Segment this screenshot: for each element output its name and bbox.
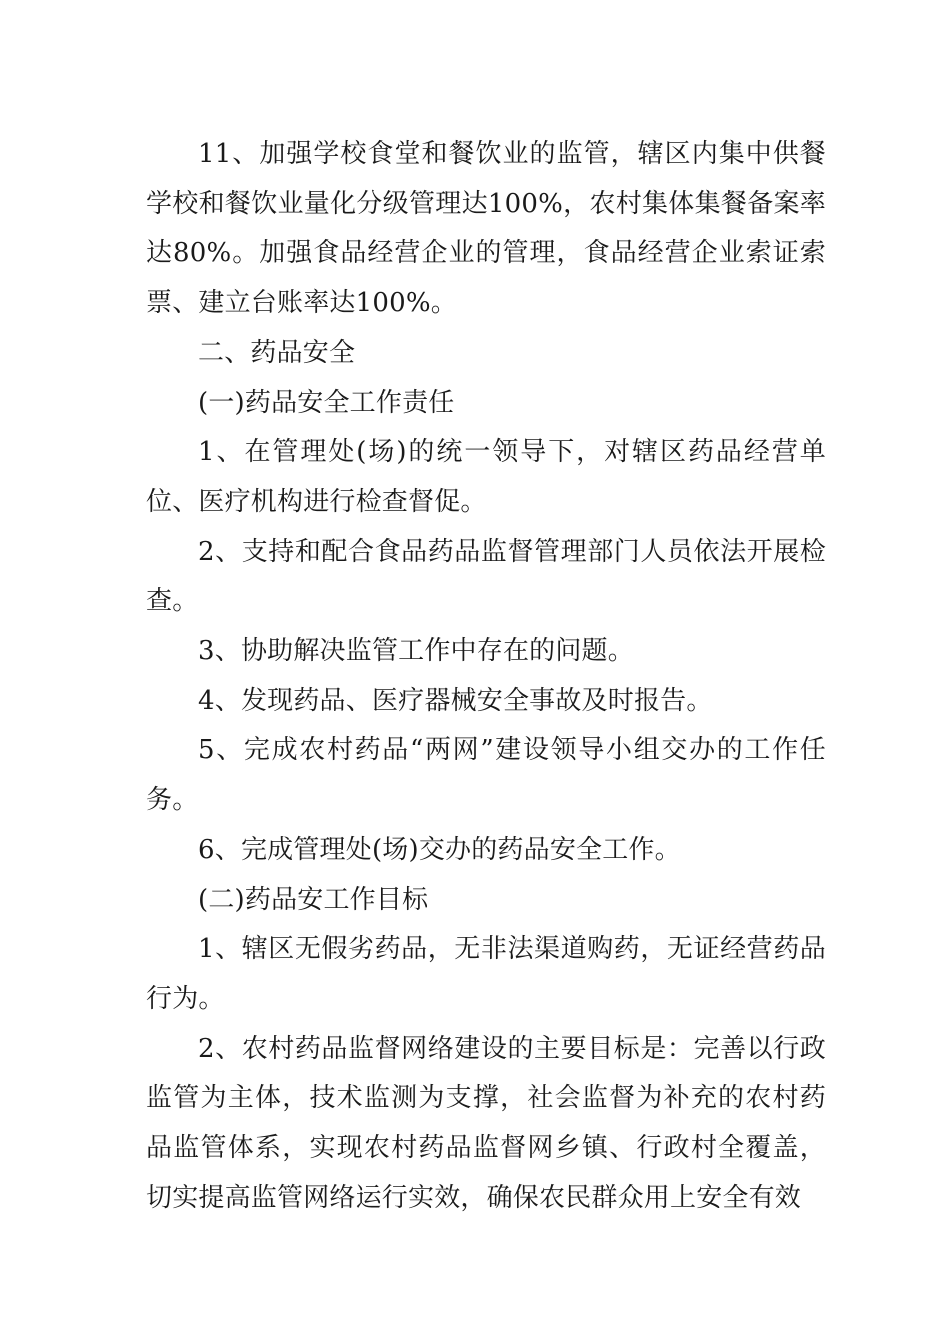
paragraph-item-3-assist: 3、协助解决监管工作中存在的问题。 <box>198 636 634 667</box>
paragraph-item-5-two-networks: 5、完成农村药品“两网”建设领导小组交办的工作任务。 <box>146 735 826 816</box>
document-body <box>146 130 826 1223</box>
paragraph-goal-1-no-fake-drugs: 1、辖区无假劣药品，无非法渠道购药，无证经营药品行为。 <box>146 934 826 1014</box>
subsection-heading-drug-safety-responsibility: (一)药品安全工作责任 <box>198 387 455 418</box>
subsection-heading-drug-safety-goals: (二)药品安工作目标 <box>198 884 429 915</box>
paragraph-item-4-report: 4、发现药品、医疗器械安全事故及时报告。 <box>198 685 713 716</box>
section-heading-drug-safety: 二、药品安全 <box>198 337 356 368</box>
paragraph-item-11-canteen-supervision: 11、加强学校食堂和餐饮业的监管，辖区内集中供餐学校和餐饮业量化分级管理达100%，农村集体集餐备案率达80%。加强食品经营企业的管理，食品经营企业索证索票、建立台账率达100%。 <box>146 139 826 319</box>
paragraph-goal-2-network-building: 2、农村药品监督网络建设的主要目标是：完善以行政监管为主体，技术监测为支撑，社会监督为补充的农村药品监管体系，实现农村药品监督网乡镇、行政村全覆盖，切实提高监管网络运行实效，确保农民群众用上安全有效 <box>146 1033 826 1213</box>
paragraph-item-6-assigned-work: 6、完成管理处(场)交办的药品安全工作。 <box>198 834 681 865</box>
paragraph-item-1-inspection: 1、在管理处(场)的统一领导下，对辖区药品经营单位、医疗机构进行检查督促。 <box>146 437 826 517</box>
paragraph-item-2-support: 2、支持和配合食品药品监督管理部门人员依法开展检查。 <box>146 536 826 617</box>
